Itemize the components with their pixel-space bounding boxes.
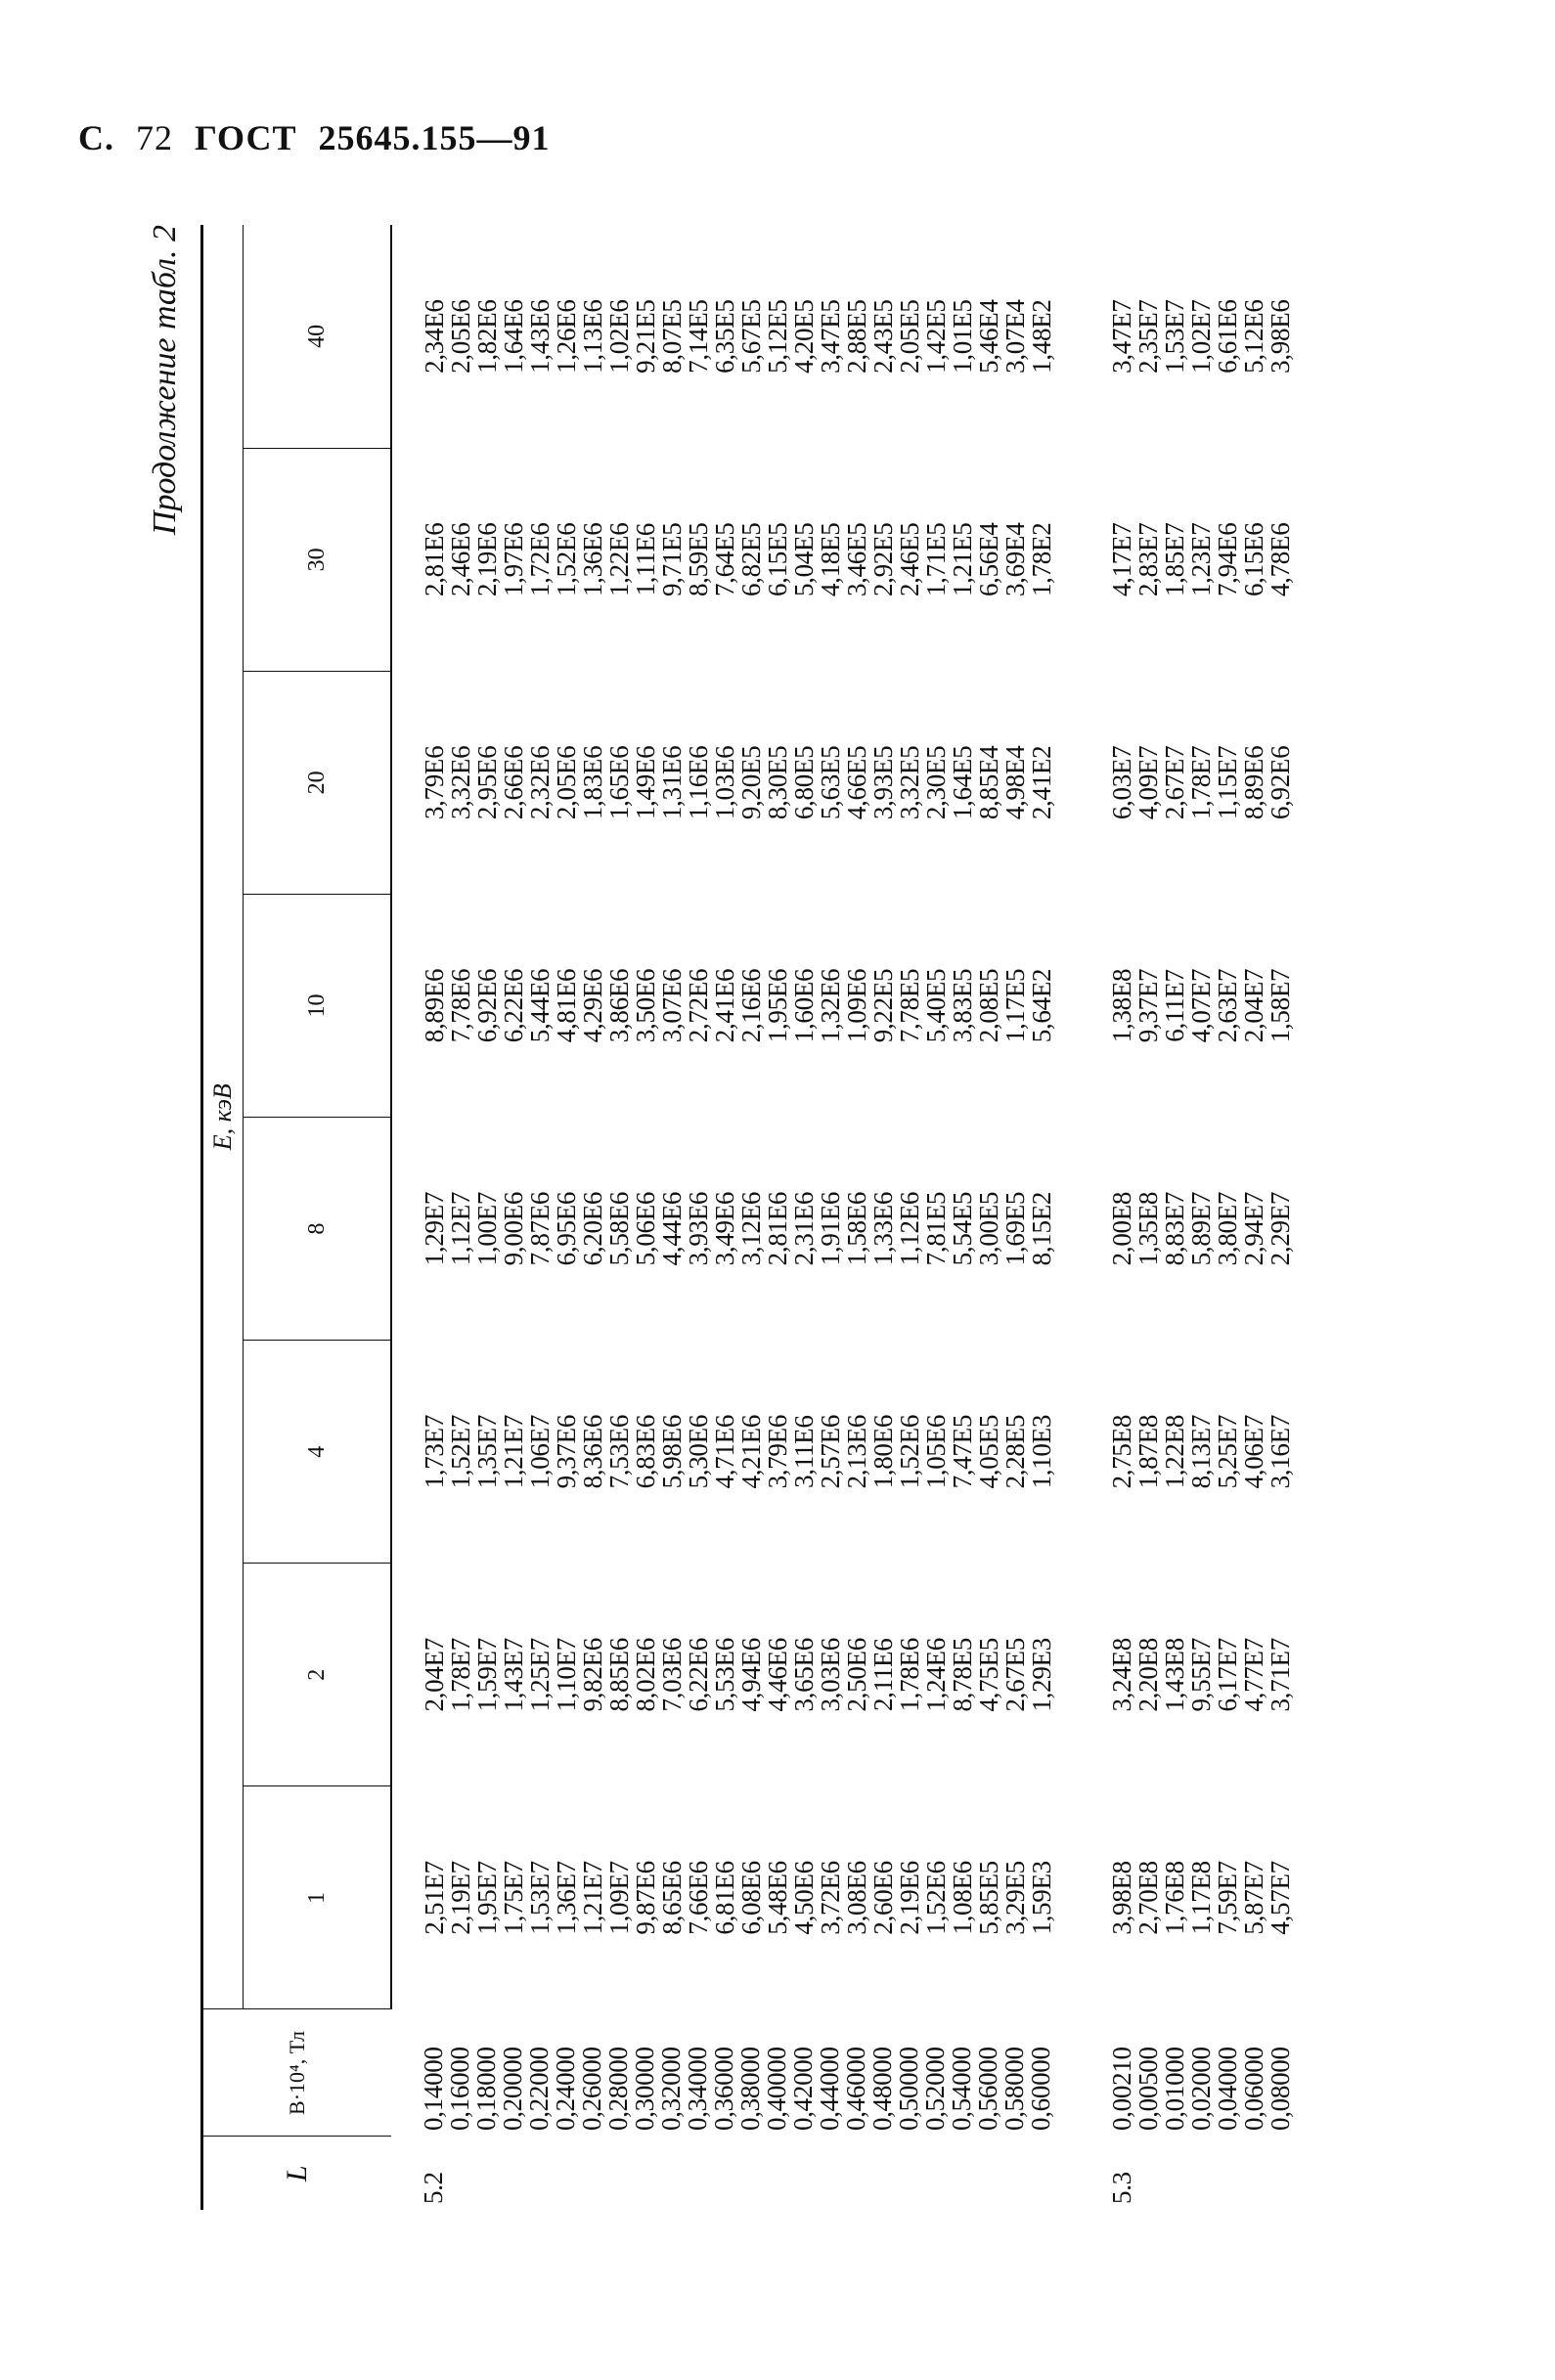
- rotated-table-block: [147, 225, 1408, 2210]
- value-column: 2,75E8 1,87E8 1,22E8 8,13E7 5,25E7 4,06E7 3,16E7: [1107, 1414, 1295, 1489]
- col-header-L: L: [281, 2165, 313, 2182]
- value-column: 2,04E7 1,78E7 1,59E7 1,43E7 1,25E7 1,10E7 9,82E6 8,85E6 8,02E6 7,03E6 6,22E6 5,53E6 4,94E6 4,46E6 3,65E6 3,03E6 2,50E6 2,11E6 1,78E6 1,24E6 8,78E5 4,75E5 2,67E5 1,29E3: [420, 1638, 1056, 1712]
- energy-header: 4: [244, 1341, 392, 1564]
- value-column: 1,29E7 1,12E7 1,00E7 9,00E6 7,87E6 6,95E6 6,20E6 5,58E6 5,06E6 4,44E6 3,93E6 3,49E6 3,12E6 2,81E6 2,31E6 1,91E6 1,58E6 1,33E6 1,12E6 7,81E5 5,54E5 3,00E5 1,69E5 8,15E2: [420, 1191, 1056, 1266]
- data-table: [200, 225, 1294, 2210]
- value-column: 2,81E6 2,46E6 2,19E6 1,97E6 1,72E6 1,52E6 1,36E6 1,22E6 1,11E6 9,71E5 8,59E5 7,64E5 6,82E5 6,15E5 5,04E5 4,18E5 3,46E5 2,92E5 2,46E5 1,71E5 1,21E5 6,56E4 3,69E4 1,78E2: [420, 522, 1056, 597]
- standard-label: ГОСТ: [195, 118, 297, 157]
- value-column: 1,38E8 9,37E7 6,11E7 4,07E7 2,63E7 2,04E7 1,58E7: [1107, 968, 1295, 1043]
- value-column: 2,00E8 1,35E8 8,83E7 5,89E7 3,80E7 2,94E7 2,29E7: [1107, 1191, 1295, 1266]
- energy-header: 2: [244, 1564, 392, 1786]
- table-group-row: [1055, 225, 1294, 2210]
- energy-header: 40: [244, 225, 392, 448]
- value-column: 2,34E6 2,05E6 1,82E6 1,64E6 1,43E6 1,26E6 1,13E6 1,02E6 9,21E5 8,07E5 7,14E5 6,35E5 5,67E5 5,12E5 4,20E5 3,47E5 2,88E5 2,43E5 2,05E5 1,42E5 1,01E5 5,46E4 3,07E4 1,48E2: [420, 299, 1056, 374]
- b-values: 0,14000 0,16000 0,18000 0,20000 0,22000 0,24000 0,26000 0,28000 0,30000 0,32000 0,34000 0,36000 0,38000 0,40000 0,42000 0,44000 0,46000 0,48000 0,50000 0,52000 0,54000 0,56000 0,58000 0,60000: [419, 2047, 1055, 2131]
- energy-header: 8: [244, 1118, 392, 1341]
- page-number: 72: [136, 118, 173, 157]
- energy-header: 10: [244, 894, 392, 1117]
- l-value: 5.2: [419, 2172, 448, 2204]
- value-column: 8,89E6 7,78E6 6,92E6 6,22E6 5,44E6 4,81E6 4,29E6 3,86E6 3,50E6 3,07E6 2,72E6 2,41E6 2,16E6 1,95E6 1,60E6 1,32E6 1,09E6 9,22E5 7,78E5 5,40E5 3,83E5 2,08E5 1,17E5 5,64E2: [420, 968, 1056, 1043]
- table-caption: Продолжение табл. 2: [147, 225, 183, 536]
- doc-number: 25645.155—91: [318, 118, 551, 157]
- l-value: 5.3: [1107, 2172, 1136, 2204]
- value-column: 3,24E8 2,20E8 1,43E8 9,55E7 6,17E7 4,77E7 3,71E7: [1107, 1638, 1295, 1712]
- energy-header: 20: [244, 671, 392, 894]
- table-group-row: [391, 225, 1055, 2210]
- energy-header: 1: [244, 1786, 392, 2009]
- col-header-B: B·10⁴, Тл: [202, 2009, 392, 2137]
- value-column: 3,47E7 2,35E7 1,53E7 1,02E7 6,61E6 5,12E6 3,98E6: [1107, 299, 1295, 374]
- value-column: 1,73E7 1,52E7 1,35E7 1,21E7 1,06E7 9,37E6 8,36E6 7,53E6 6,83E6 5,98E6 5,30E6 4,71E6 4,21E6 3,79E6 3,11E6 2,57E6 2,13E6 1,80E6 1,52E6 1,05E6 7,47E5 4,05E5 2,28E5 1,10E3: [420, 1414, 1056, 1489]
- value-column: 3,79E6 3,32E6 2,95E6 2,66E6 2,32E6 2,05E6 1,83E6 1,65E6 1,49E6 1,31E6 1,16E6 1,03E6 9,20E5 8,30E5 6,80E5 5,63E5 4,66E5 3,93E5 3,32E5 2,30E5 1,64E5 8,85E4 4,98E4 2,41E2: [420, 745, 1056, 820]
- value-column: 2,51E7 2,19E7 1,95E7 1,75E7 1,53E7 1,36E7 1,21E7 1,09E7 9,87E6 8,65E6 7,66E6 6,81E6 6,08E6 5,48E6 4,50E6 3,72E6 3,08E6 2,60E6 2,19E6 1,52E6 1,08E6 5,85E5 3,29E5 1,59E3: [420, 1861, 1056, 1935]
- page-prefix: С.: [78, 118, 114, 157]
- col-header-energy: E, кэВ: [202, 225, 244, 2009]
- page-header: [78, 117, 571, 158]
- b-values: 0,00210 0,00500 0,01000 0,02000 0,04000 0,06000 0,08000: [1107, 2047, 1295, 2131]
- energy-header: 30: [244, 448, 392, 671]
- value-column: 3,98E8 2,70E8 1,76E8 1,17E8 7,59E7 5,87E7 4,57E7: [1107, 1861, 1295, 1935]
- value-column: 6,03E7 4,09E7 2,67E7 1,78E7 1,15E7 8,89E6 6,92E6: [1107, 745, 1295, 820]
- value-column: 4,17E7 2,83E7 1,85E7 1,23E7 7,94E6 6,15E6 4,78E6: [1107, 522, 1295, 597]
